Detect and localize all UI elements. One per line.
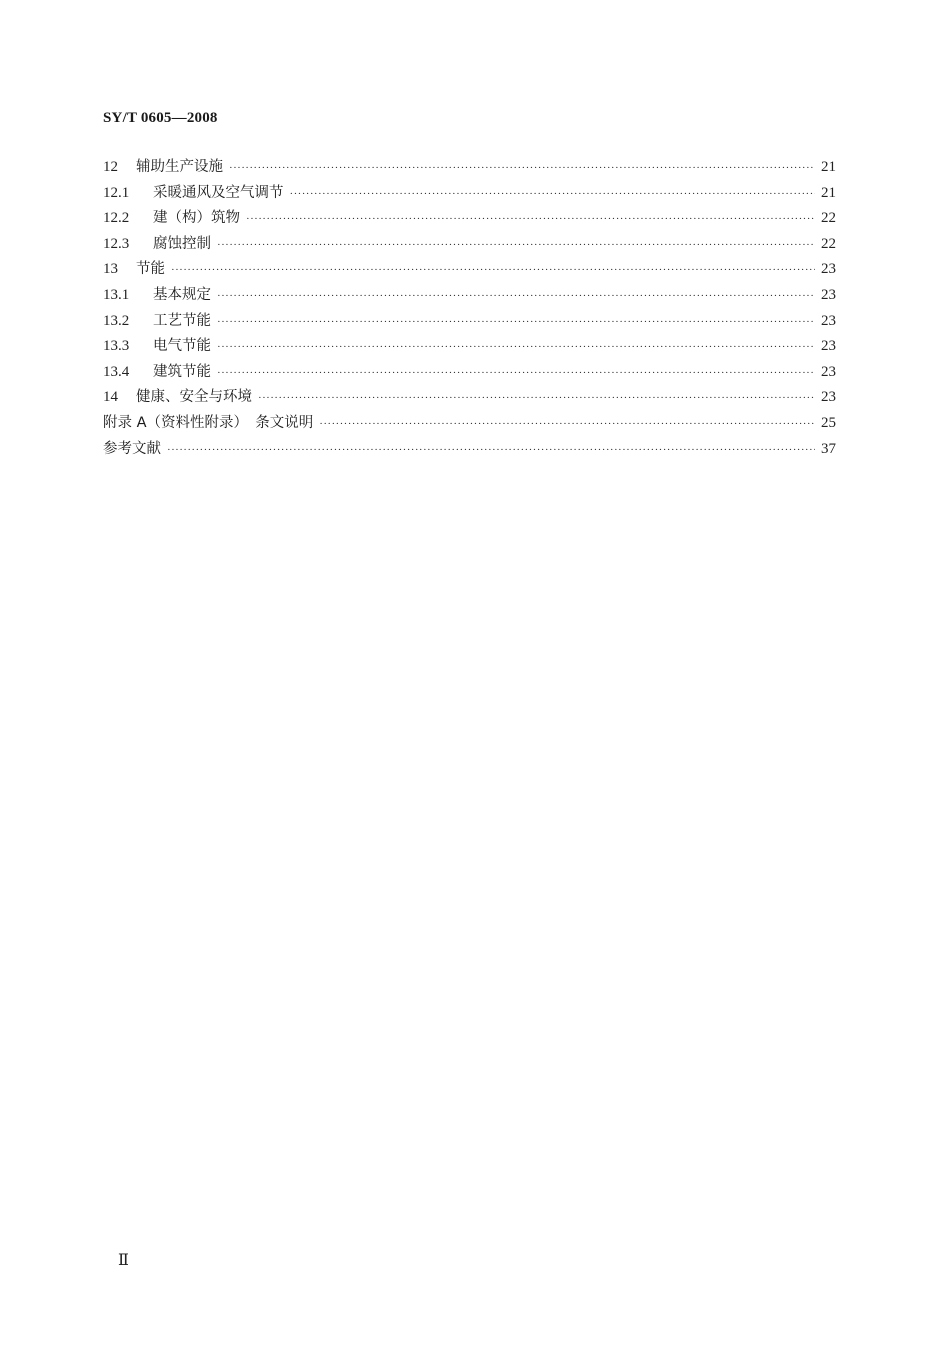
toc-entry-title: 建（构）筑物 — [153, 210, 240, 227]
toc-entry-number: 13.1 — [103, 286, 130, 303]
toc-entry-title: 腐蚀控制 — [153, 235, 211, 252]
toc-entry[interactable] — [103, 155, 836, 181]
toc-leader-dots — [319, 412, 815, 438]
toc-entry-page: 23 — [821, 338, 836, 355]
toc-entry-number: 12.2 — [103, 210, 130, 227]
toc-leader-dots — [290, 182, 816, 208]
toc-leader-dots — [229, 156, 815, 182]
toc-entry-page: 23 — [821, 389, 836, 406]
toc-leader-dots — [217, 233, 815, 259]
toc-entry-page: 23 — [821, 286, 836, 303]
toc-entry-number: 13 — [103, 261, 118, 278]
toc-entry[interactable] — [103, 360, 836, 386]
toc-entry[interactable] — [103, 181, 836, 207]
toc-entry-page: 23 — [821, 261, 836, 278]
toc-entry-title: 节能 — [136, 261, 165, 278]
toc-entry-number: 12.1 — [103, 184, 130, 201]
toc-entry-title: 参考文献 — [103, 440, 161, 457]
toc-entry-page: 25 — [821, 414, 836, 431]
toc-entry[interactable] — [103, 283, 836, 309]
toc-entry-title: 辅助生产设施 — [136, 159, 223, 175]
toc-entry-page: 23 — [821, 312, 836, 329]
toc-leader-dots — [258, 386, 815, 412]
toc-entry-page: 21 — [821, 159, 836, 175]
toc-entry-number: 14 — [103, 389, 118, 406]
toc-leader-dots — [167, 438, 815, 464]
toc-leader-dots — [171, 258, 815, 284]
toc-entry-title: 工艺节能 — [153, 312, 211, 329]
toc-entry-page: 21 — [821, 184, 836, 201]
toc-entry-page: 22 — [821, 210, 836, 227]
toc-entry-title: 附录 A（资料性附录） 条文说明 — [103, 414, 314, 431]
toc-entry-title: 采暖通风及空气调节 — [153, 184, 284, 201]
toc-entry[interactable] — [103, 334, 836, 360]
toc-leader-dots — [217, 284, 815, 310]
toc-entry[interactable] — [103, 257, 836, 283]
toc-entry-number: 12 — [103, 159, 118, 175]
toc-entry-page: 37 — [821, 440, 836, 457]
toc-leader-dots — [217, 310, 815, 336]
toc-entry-page: 23 — [821, 363, 836, 380]
toc-entry-title: 基本规定 — [153, 286, 211, 303]
toc-leader-dots — [217, 335, 815, 361]
toc-entry-title: 健康、安全与环境 — [136, 389, 252, 406]
toc-entry[interactable] — [103, 385, 836, 411]
toc-entry-title: 电气节能 — [153, 338, 211, 355]
toc-entry[interactable] — [103, 232, 836, 258]
toc-leader-dots — [246, 207, 815, 233]
toc-entry-appendix[interactable] — [103, 411, 836, 437]
toc-entry[interactable] — [103, 206, 836, 232]
toc-entry-title: 建筑节能 — [153, 363, 211, 380]
toc-entry[interactable] — [103, 309, 836, 335]
toc-entry-number: 13.2 — [103, 312, 130, 329]
document-code: SY/T 0605—2008 — [103, 110, 218, 126]
page-number: Ⅱ — [118, 1252, 129, 1269]
toc-entry-number: 13.3 — [103, 338, 130, 355]
table-of-contents — [103, 155, 836, 462]
toc-entry-page: 22 — [821, 235, 836, 252]
toc-leader-dots — [217, 361, 815, 387]
toc-entry-number: 13.4 — [103, 363, 130, 380]
toc-entry-number: 12.3 — [103, 235, 130, 252]
toc-entry-references[interactable] — [103, 437, 836, 463]
